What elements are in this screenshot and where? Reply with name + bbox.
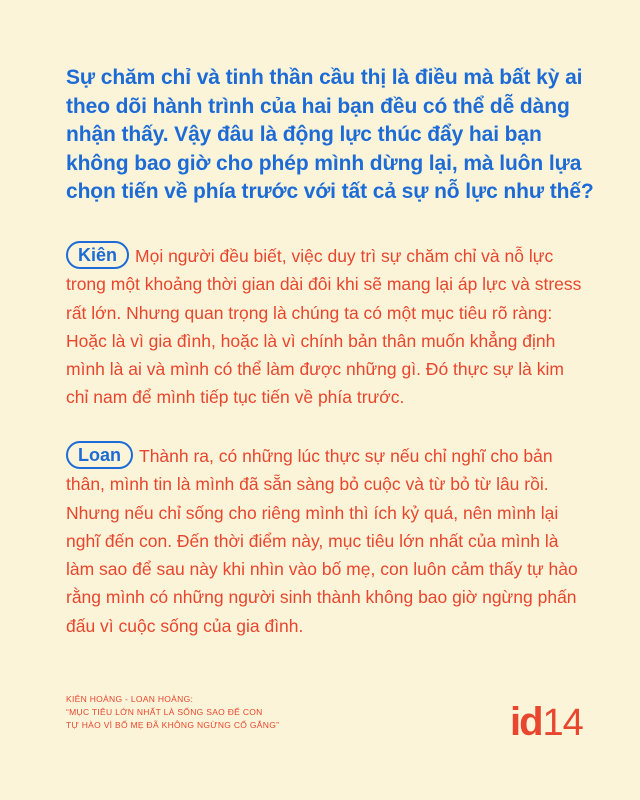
interview-question: Sự chăm chỉ và tinh thần cầu thị là điều mà bất kỳ ai theo dõi hành trình của hai bạn đều có thể dễ dàng nhận thấy. Vậy đâu là động lực thúc đẩy hai bạn không bao giờ cho phép mình dừng lại, mà luôn lựa chọn tiến về phía trước với tất cả sự nỗ lực như thế? [66,66,594,203]
logo-id-text: id [510,700,542,744]
answer-kien [66,241,586,412]
logo-number: 14 [542,702,583,744]
credit-line-2: “MỤC TIÊU LỚN NHẤT LÀ SỐNG SAO ĐỂ CON [66,707,263,717]
credit-line-1: KIÊN HOÀNG - LOAN HOÀNG: [66,694,194,704]
article-credit [66,693,279,732]
brand-logo [510,700,583,742]
speaker-badge-loan: Loan [66,441,133,469]
answer-text-kien: Mọi người đều biết, việc duy trì sự chăm chỉ và nỗ lực trong một khoảng thời gian dài đôi khi sẽ mang lại áp lực và stress rất lớn. Nhưng quan trọng là chúng ta có một mục tiêu rõ ràng: Hoặc là vì gia đình, hoặc là vì chính bản thân muốn khẳng định mình là ai và mình có thể làm được những gì. Đó thực sự là kim chỉ nam để mình tiếp tục tiến về phía trước. [66,246,582,408]
answer-text-loan: Thành ra, có những lúc thực sự nếu chỉ nghĩ cho bản thân, mình tin là mình đã sẵn sàng bỏ cuộc và từ bỏ từ lâu rồi. Nhưng nếu chỉ sống cho riêng mình thì ích kỷ quá, nên mình lại nghĩ đến con. Đến thời điểm này, mục tiêu lớn nhất của mình là làm sao để sau này khi nhìn vào bố mẹ, con luôn cảm thấy tự hào rằng mình có những người sinh thành không bao giờ ngừng phấn đấu vì cuộc sống của gia đình. [66,446,578,636]
answer-loan [66,441,586,640]
speaker-badge-kien: Kiên [66,241,129,269]
credit-line-3: TỰ HÀO VÌ BỐ MẸ ĐÃ KHÔNG NGỪNG CỐ GẮNG” [66,720,280,730]
